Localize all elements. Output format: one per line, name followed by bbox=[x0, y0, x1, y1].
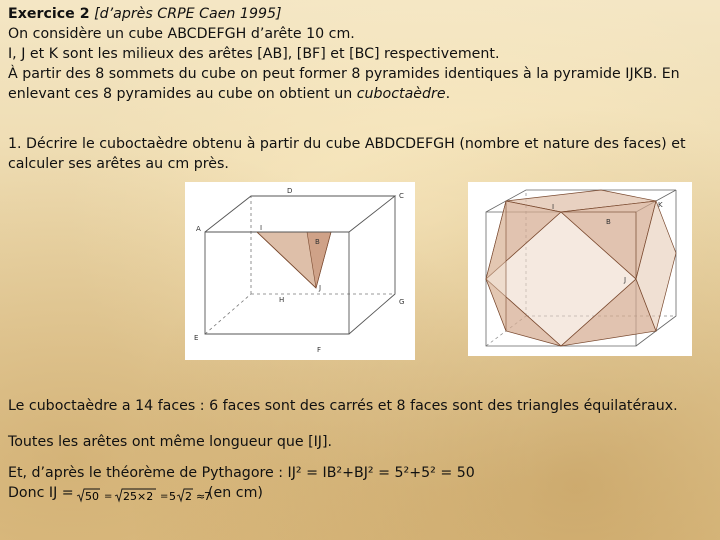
equals-sign: = bbox=[104, 491, 113, 502]
hidden-edge bbox=[205, 294, 251, 334]
label-E: E bbox=[194, 334, 199, 342]
answer-donc-line bbox=[8, 484, 74, 503]
question-1-line-b: calculer ses arêtes au cm près. bbox=[8, 156, 229, 172]
label-G: G bbox=[399, 298, 405, 306]
exercise-title: Exercice 2 bbox=[8, 6, 90, 22]
label-H: H bbox=[279, 296, 285, 304]
cuboctahedron-figure bbox=[468, 182, 692, 356]
radicand-50: 50 bbox=[85, 490, 99, 503]
statement-line-1: On considère un cube ABCDEFGH d’arête 10 cm. bbox=[8, 26, 355, 42]
question-1-line-a: 1. Décrire le cuboctaèdre obtenu à partir du cube ABDCDEFGH (nombre et nature des faces) et bbox=[8, 136, 686, 152]
label-B: B bbox=[315, 238, 320, 246]
equals-sign: = bbox=[160, 491, 169, 502]
exercise-heading bbox=[8, 5, 282, 24]
label-K: K bbox=[658, 201, 663, 209]
label-A: A bbox=[196, 225, 201, 233]
cube-edges bbox=[349, 196, 395, 334]
radical-svg bbox=[76, 487, 210, 503]
approx-value: 7 bbox=[204, 490, 210, 503]
statement-line-4-end: . bbox=[445, 86, 451, 102]
label-C: C bbox=[399, 192, 404, 200]
cuboctahedron-diagram bbox=[468, 182, 692, 356]
cube-diagram bbox=[185, 182, 415, 360]
cube-figure bbox=[185, 182, 415, 360]
radical-expression bbox=[76, 487, 210, 506]
answer-unit: (en cm) bbox=[208, 485, 263, 501]
label-D: D bbox=[287, 187, 293, 195]
label-I: I bbox=[260, 224, 263, 232]
cuboctaedre-term: cuboctaèdre bbox=[356, 86, 446, 102]
label-F: F bbox=[317, 346, 322, 354]
approx-sign: ≈ bbox=[196, 490, 206, 503]
exercise-source: [d’après CRPE Caen 1995] bbox=[94, 6, 282, 22]
coefficient-5: 5 bbox=[169, 490, 176, 503]
label-J: J bbox=[624, 276, 627, 284]
label-B: B bbox=[606, 218, 611, 226]
statement-line-2: I, J et K sont les milieux des arêtes [AB], [BF] et [BC] respectivement. bbox=[8, 46, 500, 62]
radicand-25x2: 25×2 bbox=[123, 490, 154, 503]
answer-donc: Donc IJ = bbox=[8, 485, 74, 501]
statement-line-4-start: enlevant ces 8 pyramides au cube on obtient un bbox=[8, 86, 357, 102]
answer-pythagore: Et, d’après le théorème de Pythagore : IJ² = IB²+BJ² = 5²+5² = 50 bbox=[8, 465, 475, 481]
statement-line-3: À partir des 8 sommets du cube on peut former 8 pyramides identiques à la pyramide IJKB. En bbox=[8, 66, 680, 82]
radicand-2: 2 bbox=[185, 490, 192, 503]
answer-faces: Le cuboctaèdre a 14 faces : 6 faces sont des carrés et 8 faces sont des triangles équilatéraux. bbox=[8, 398, 678, 414]
statement-line-4 bbox=[8, 85, 450, 104]
label-I: I bbox=[552, 203, 555, 211]
answer-edges: Toutes les arêtes ont même longueur que [IJ]. bbox=[8, 434, 333, 450]
label-J: J bbox=[319, 284, 322, 292]
